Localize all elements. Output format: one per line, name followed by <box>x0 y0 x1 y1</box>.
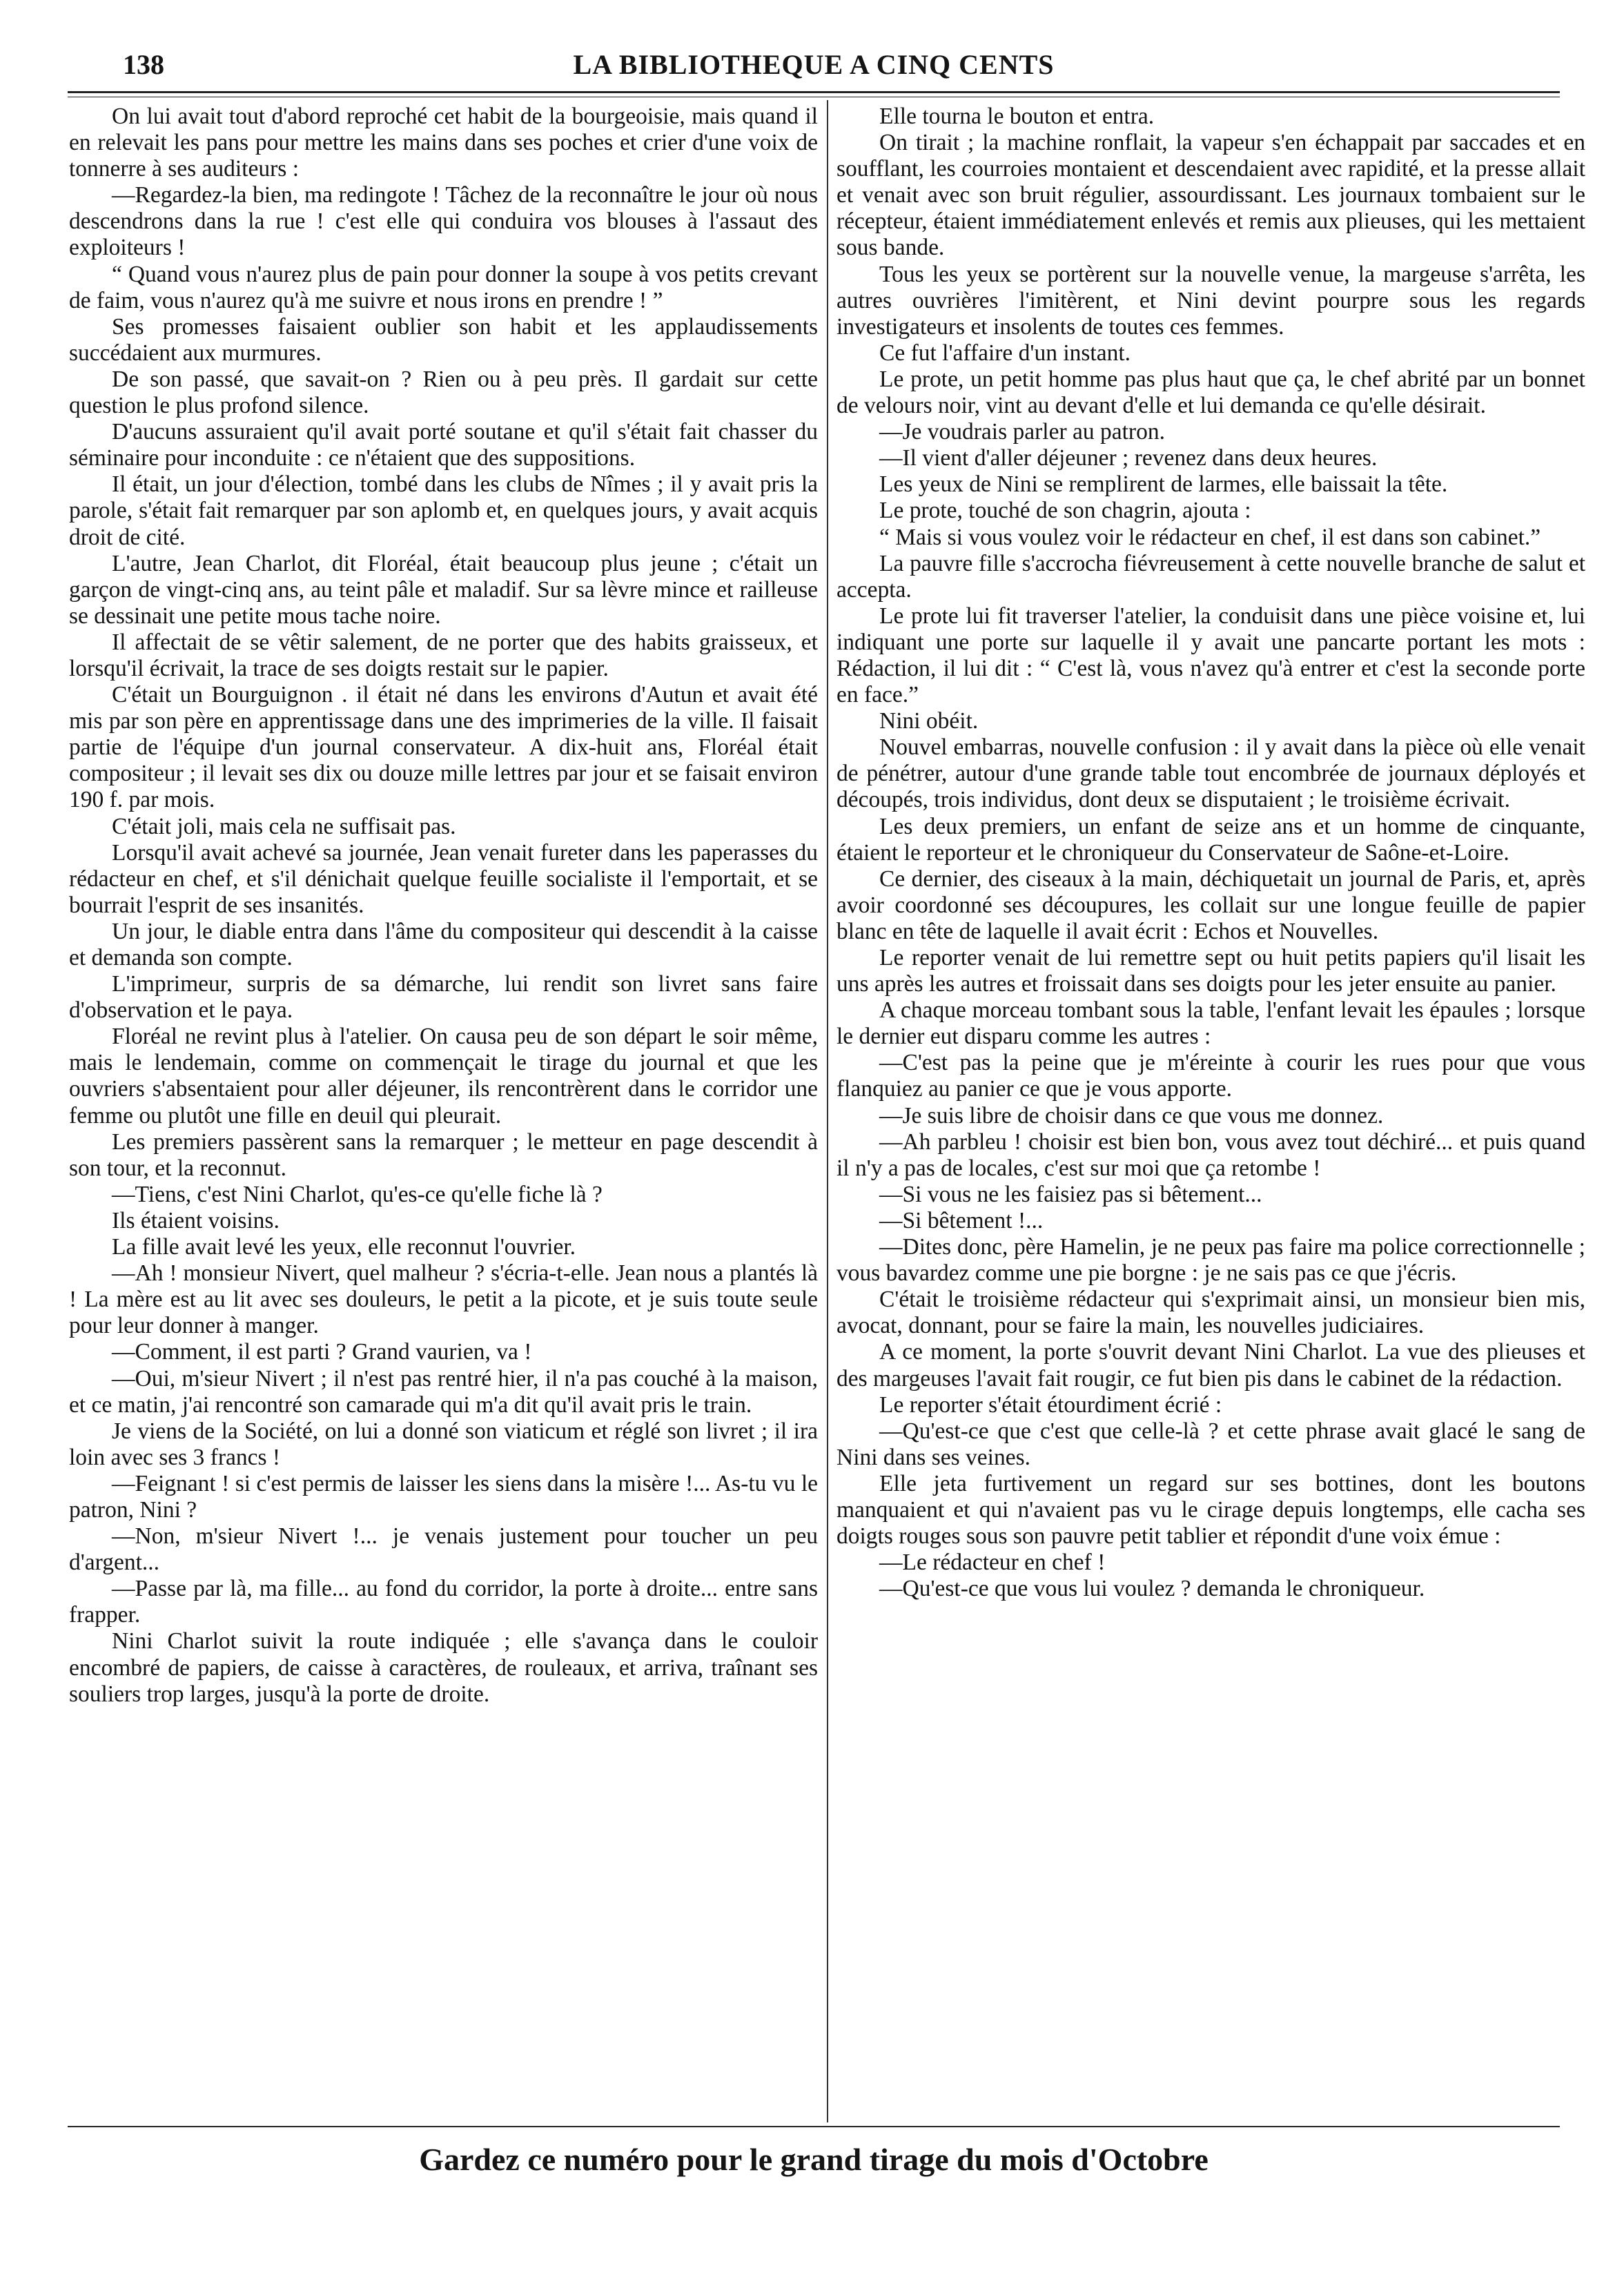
paragraph: Elle tourna le bouton et entra. <box>879 104 1155 129</box>
paragraph: La pauvre fille s'accrocha fiévreusement à cette nouvelle branche de salut et accepta. <box>837 550 1585 603</box>
paragraph: Floréal ne revint plus à l'atelier. On causa peu de son départ le soir même, mais le lendemain, comme on commençait le tirage du journal et que les ouvriers s'absentaient pour aller déjeuner, ils rencontrèrent dans le corridor une femme ou plutôt une fille en deuil qui pleurait. <box>69 1024 818 1129</box>
paragraph: —Il vient d'aller déjeuner ; revenez dans deux heures. <box>879 445 1378 471</box>
right-column <box>837 104 1585 2122</box>
paragraph: Les premiers passèrent sans la remarquer ; le metteur en page descendit à son tour, et la reconnut. <box>69 1129 818 1181</box>
paragraph: Le prote, un petit homme pas plus haut que ça, le chef abrité par un bonnet de velours noir, vint au devant d'elle et lui demanda ce qu'elle désirait. <box>837 366 1585 419</box>
paragraph: Ce dernier, des ciseaux à la main, déchiquetait un journal de Paris, et, après avoir coordonné ses découpures, les collait sur une longue feuille de papier blanc en tête de laquelle il avait écrit : Echos et Nouvelles. <box>837 866 1585 944</box>
paragraph: Nini Charlot suivit la route indiquée ; elle s'avança dans le couloir encombré de papiers, de caisse à caractères, de rouleaux, et arriva, traînant ses souliers trop larges, jusqu'à la porte de droite. <box>69 1628 818 1707</box>
paragraph: —Dites donc, père Hamelin, je ne peux pas faire ma police correctionnelle ; vous bavardez comme une pie borgne : je ne sais pas ce que j'écris. <box>837 1234 1585 1287</box>
paragraph: L'imprimeur, surpris de sa démarche, lui rendit son livret sans faire d'observation et le paya. <box>69 971 818 1024</box>
page-number: 138 <box>123 49 164 80</box>
paragraph: Il affectait de se vêtir salement, de ne porter que des habits graisseux, et lorsqu'il écrivait, la trace de ses doigts restait sur le papier. <box>69 629 818 681</box>
paragraph: Le reporter s'était étourdiment écrié : <box>879 1391 1222 1418</box>
paragraph: —Comment, il est parti ? Grand vaurien, va ! <box>112 1339 532 1365</box>
column-divider <box>827 100 828 2122</box>
paragraph: Les deux premiers, un enfant de seize ans et un homme de cinquante, étaient le reporteur et le chroniqueur du Conservateur de Saône-et-Loire. <box>837 813 1585 866</box>
paragraph: C'était un Bourguignon . il était né dans les environs d'Autun et avait été mis par son père en apprentissage dans une des imprimeries de la ville. Il faisait partie de l'équipe d'un journal conservateur. A dix-huit ans, Floréal était compositeur ; il levait ses dix ou douze mille lettres par jour et se faisait environ 190 f. par mois. <box>69 682 818 813</box>
paragraph: —Qu'est-ce que vous lui voulez ? demanda le chroniqueur. <box>879 1576 1425 1602</box>
paragraph: L'autre, Jean Charlot, dit Floréal, était beaucoup plus jeune ; c'était un garçon de vingt-cinq ans, au teint pâle et maladif. Sur sa lèvre mince et railleuse se dessinait une petite mous tache noire. <box>69 550 818 629</box>
paragraph: —Non, m'sieur Nivert !... je venais justement pour toucher un peu d'argent... <box>69 1523 818 1576</box>
paragraph: “ Quand vous n'aurez plus de pain pour donner la soupe à vos petits crevant de faim, vous n'aurez qu'à me suivre et nous irons en prendre ! ” <box>69 261 818 313</box>
paragraph: A chaque morceau tombant sous la table, l'enfant levait les épaules ; lorsque le dernier eut disparu comme les autres : <box>837 997 1585 1050</box>
left-column <box>69 104 818 2122</box>
paragraph: On tirait ; la machine ronflait, la vapeur s'en échappait par saccades et en soufflant, les courroies montaient et descendaient avec rapidité, et la presse allait et venait avec son bruit régulier, assourdissant. Les journaux tombaient sur le récepteur, étaient immédiatement enlevés et remis aux plieuses, qui les mettaient sous bande. <box>837 130 1585 261</box>
paragraph: Ses promesses faisaient oublier son habit et les applaudissements succédaient aux murmures. <box>69 313 818 366</box>
paragraph: Lorsqu'il avait achevé sa journée, Jean venait fureter dans les paperasses du rédacteur en chef, et s'il dénichait quelque feuille socialiste il l'emportait, et se bourrait l'esprit de ses insanités. <box>69 839 818 918</box>
paragraph: —Je voudrais parler au patron. <box>879 419 1165 445</box>
paragraph: —Tiens, c'est Nini Charlot, qu'es-ce qu'elle fiche là ? <box>112 1181 603 1207</box>
paragraph: —Feignant ! si c'est permis de laisser les siens dans la misère !... As-tu vu le patron, Nini ? <box>69 1470 818 1523</box>
paragraph: Le prote lui fit traverser l'atelier, la conduisit dans une pièce voisine et, lui indiquant une porte sur laquelle il y avait une pancarte portant les mots : Rédaction, il lui dit : “ C'est là, vous n'avez qu'à entrer et c'est la seconde porte en face.” <box>837 603 1585 708</box>
paragraph: Les yeux de Nini se remplirent de larmes, elle baissait la tête. <box>879 471 1448 498</box>
paragraph: —Ah parbleu ! choisir est bien bon, vous avez tout déchiré... et puis quand il n'y a pas de locales, c'est sur moi que ça retombe ! <box>837 1129 1585 1181</box>
paragraph: —Le rédacteur en chef ! <box>879 1550 1106 1576</box>
paragraph: Le prote, touché de son chagrin, ajouta : <box>879 498 1251 524</box>
footer-notice: Gardez ce numéro pour le grand tirage du mois d'Octobre <box>419 2142 1209 2177</box>
paragraph: A ce moment, la porte s'ouvrit devant Nini Charlot. La vue des plieuses et des margeuses l'avait fait rougir, ce fut bien pis dans le cabinet de la rédaction. <box>837 1339 1585 1391</box>
paragraph: Je viens de la Société, on lui a donné son viaticum et réglé son livret ; il ira loin avec ses 3 francs ! <box>69 1418 818 1470</box>
running-head: LA BIBLIOTHEQUE A CINQ CENTS <box>573 49 1055 80</box>
paragraph: —Si bêtement !... <box>879 1207 1044 1233</box>
paragraph: —Ah ! monsieur Nivert, quel malheur ? s'écria-t-elle. Jean nous a plantés là ! La mère est au lit avec ses douleurs, le petit a la picote, et je suis toute seule pour leur donner à manger. <box>69 1260 818 1339</box>
paragraph: —Regardez-la bien, ma redingote ! Tâchez de la reconnaître le jour où nous descendrons dans la rue ! c'est elle qui conduira vos blouses à l'assaut des exploiteurs ! <box>69 182 818 261</box>
paragraph: On lui avait tout d'abord reproché cet habit de la bourgeoisie, mais quand il en relevait les pans pour mettre les mains dans ses poches et crier d'une voix de tonnerre à ses auditeurs : <box>69 104 818 182</box>
paragraph: Nini obéit. <box>879 708 979 734</box>
paragraph: Il était, un jour d'élection, tombé dans les clubs de Nîmes ; il y avait pris la parole, s'était fait remarquer par son aplomb et, en quelques jours, y avait acquis droit de cité. <box>69 471 818 550</box>
paragraph: Ce fut l'affaire d'un instant. <box>879 340 1131 366</box>
paragraph: —Oui, m'sieur Nivert ; il n'est pas rentré hier, il n'a pas couché à la maison, et ce matin, j'ai rencontré son camarade qui m'a dit qu'il avait pris le train. <box>69 1365 818 1418</box>
paragraph: De son passé, que savait-on ? Rien ou à peu près. Il gardait sur cette question le plus profond silence. <box>69 366 818 419</box>
paragraph: —C'est pas la peine que je m'éreinte à courir les rues pour que vous flanquiez au panier ce que je vous apporte. <box>837 1050 1585 1102</box>
paragraph: D'aucuns assuraient qu'il avait porté soutane et qu'il s'était fait chasser du séminaire pour inconduite : ce n'étaient que des suppositions. <box>69 419 818 471</box>
paragraph: —Passe par là, ma fille... au fond du corridor, la porte à droite... entre sans frapper. <box>69 1576 818 1628</box>
footer-rule <box>68 2126 1560 2127</box>
paragraph: Nouvel embarras, nouvelle confusion : il y avait dans la pièce où elle venait de pénétrer, autour d'une grande table tout encombrée de journaux déployés et découpés, trois individus, dont deux se disputaient ; le troisième écrivait. <box>837 734 1585 813</box>
paragraph: C'était joli, mais cela ne suffisait pas. <box>112 813 456 839</box>
paragraph: “ Mais si vous voulez voir le rédacteur en chef, il est dans son cabinet.” <box>879 524 1541 550</box>
paragraph: La fille avait levé les yeux, elle reconnut l'ouvrier. <box>112 1234 576 1260</box>
paragraph: Elle jeta furtivement un regard sur ses bottines, dont les boutons manquaient et qui n'avaient pas vu le cirage depuis longtemps, elle cacha ses doigts rouges sous son pauvre petit tablier et répondit d'une voix émue : <box>837 1470 1585 1550</box>
paragraph: Tous les yeux se portèrent sur la nouvelle venue, la margeuse s'arrêta, les autres ouvrières l'imitèrent, et Nini devint pourpre sous les regards investigateurs et insolents de toutes ces femmes. <box>837 261 1585 340</box>
paragraph: —Qu'est-ce que c'est que celle-là ? et cette phrase avait glacé le sang de Nini dans ses veines. <box>837 1418 1585 1470</box>
page-header <box>68 46 1560 87</box>
header-rule <box>68 91 1560 93</box>
paragraph: —Je suis libre de choisir dans ce que vous me donnez. <box>879 1102 1384 1129</box>
paragraph: Ils étaient voisins. <box>112 1207 280 1233</box>
paragraph: Un jour, le diable entra dans l'âme du compositeur qui descendit à la caisse et demanda son compte. <box>69 918 818 970</box>
paragraph: —Si vous ne les faisiez pas si bêtement... <box>879 1181 1262 1207</box>
paragraph: C'était le troisième rédacteur qui s'exprimait ainsi, un monsieur bien mis, avocat, donnant, pour se faire la main, les nouvelles judiciaires. <box>837 1287 1585 1339</box>
paragraph: Le reporter venait de lui remettre sept ou huit petits papiers qu'il lisait les uns après les autres et froissait dans ses doigts pour les jeter ensuite au panier. <box>837 945 1585 997</box>
